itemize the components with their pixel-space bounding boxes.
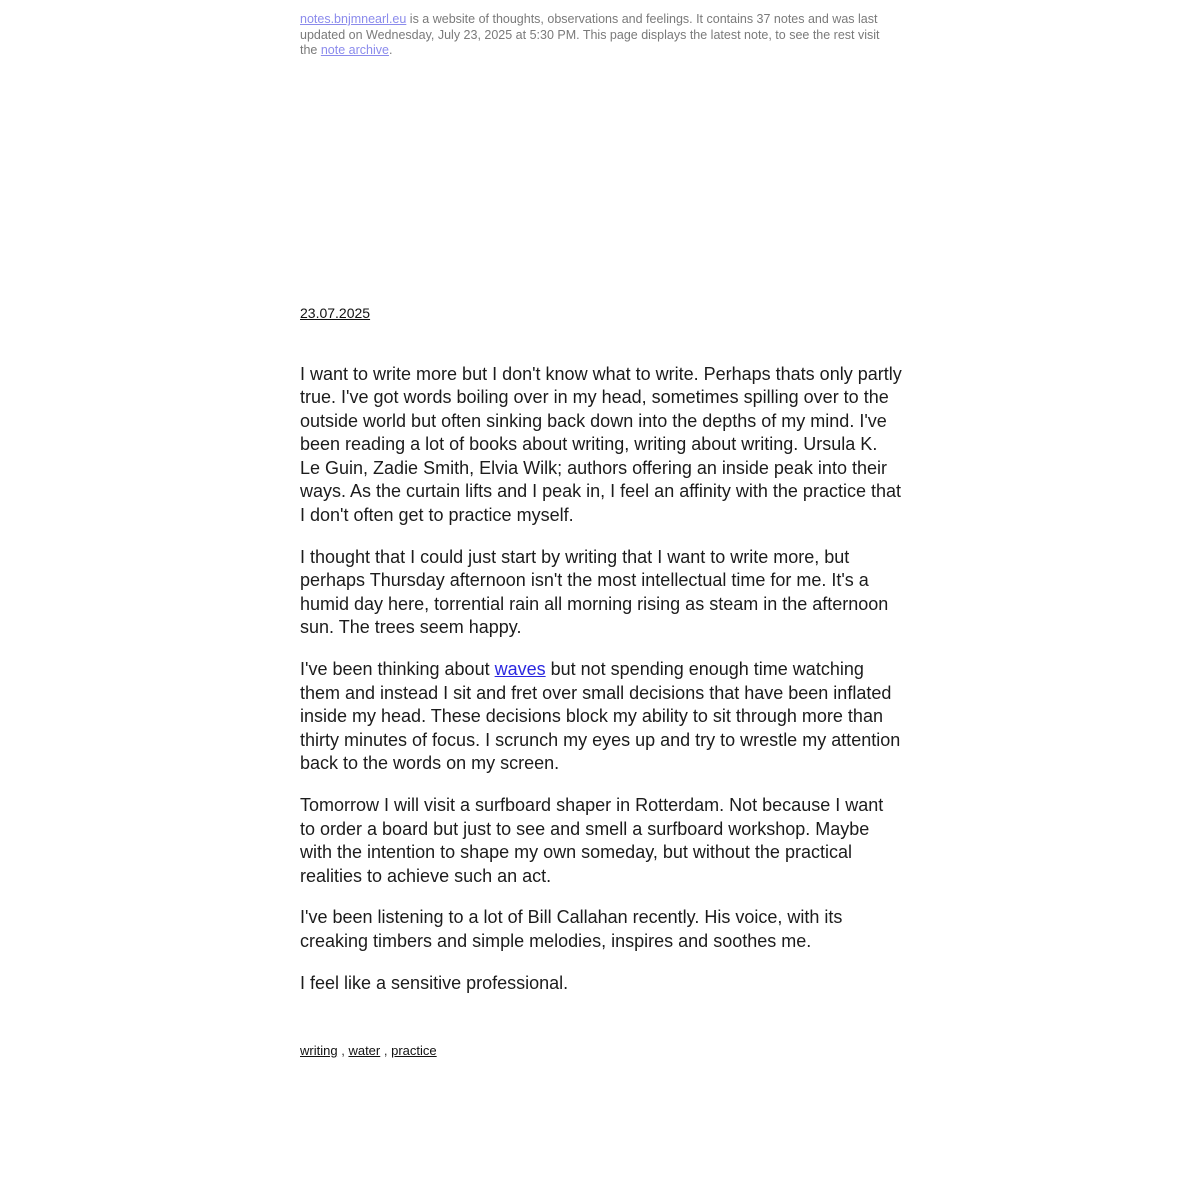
note-paragraph: I feel like a sensitive professional.	[300, 972, 569, 993]
site-description-text: is a website of thoughts, observations and feelings. It contains 37 notes and was last updated on Wednesday, July 23, 2025 at 5:30 PM. This page displays the latest note, to see the rest visit the	[300, 12, 880, 57]
note-paragraph: I've been listening to a lot of Bill Callahan recently. His voice, with its creaking timbers and simple melodies, inspires and soothes me.	[300, 907, 843, 951]
note-date-link[interactable]: 23.07.2025	[300, 304, 371, 321]
tag-link-writing[interactable]: writing	[300, 1043, 338, 1059]
tag-list	[300, 1043, 1200, 1059]
note-paragraph: I thought that I could just start by writing that I want to write more, but perhaps Thursday afternoon isn't the most intellectual time for me. It's a humid day here, torrential rain all morning rising as steam in the afternoon sun. The trees seem happy.	[300, 546, 889, 638]
note-paragraph	[300, 658, 902, 776]
waves-link[interactable]: waves	[494, 659, 546, 680]
tag-separator: ,	[341, 1043, 345, 1059]
note-body	[300, 363, 902, 996]
tag-link-water[interactable]: water	[348, 1043, 381, 1059]
site-description	[300, 12, 892, 59]
site-description-period: .	[388, 43, 393, 57]
tag-separator: ,	[383, 1043, 388, 1059]
paragraph-text-before-link: I've been thinking about	[300, 659, 495, 680]
note-paragraph: Tomorrow I will visit a surfboard shaper in Rotterdam. Not because I want to order a board but just to see and smell a surfboard workshop. Maybe with the intention to shape my own someday, but without the practical realities to achieve such an act.	[300, 795, 884, 886]
note-paragraph: I want to write more but I don't know what to write. Perhaps thats only partly true. I've got words boiling over in my head, sometimes spilling over to the outside world but often sinking back down into the depths of my mind. I've been reading a lot of books about writing, writing about writing. Ursula K. Le Guin, Zadie Smith, Elvia Wilk; authors offering an inside peak into their ways. As the curtain lifts and I peak in, I feel an affinity with the practice that I don't often get to practice myself.	[300, 363, 902, 526]
tag-link-practice[interactable]: practice	[391, 1043, 437, 1059]
site-home-link[interactable]: notes.bnjmnearl.eu	[300, 12, 407, 26]
note-archive-link[interactable]: note archive	[320, 43, 389, 57]
paragraph-text-after-link: but not spending enough time watching them and instead I sit and fret over small decisions that have been inflated inside my head. These decisions block my ability to sit through more than thirty minutes of focus. I scrunch my eyes up and try to wrestle my attention back to the words on my screen.	[300, 659, 901, 774]
